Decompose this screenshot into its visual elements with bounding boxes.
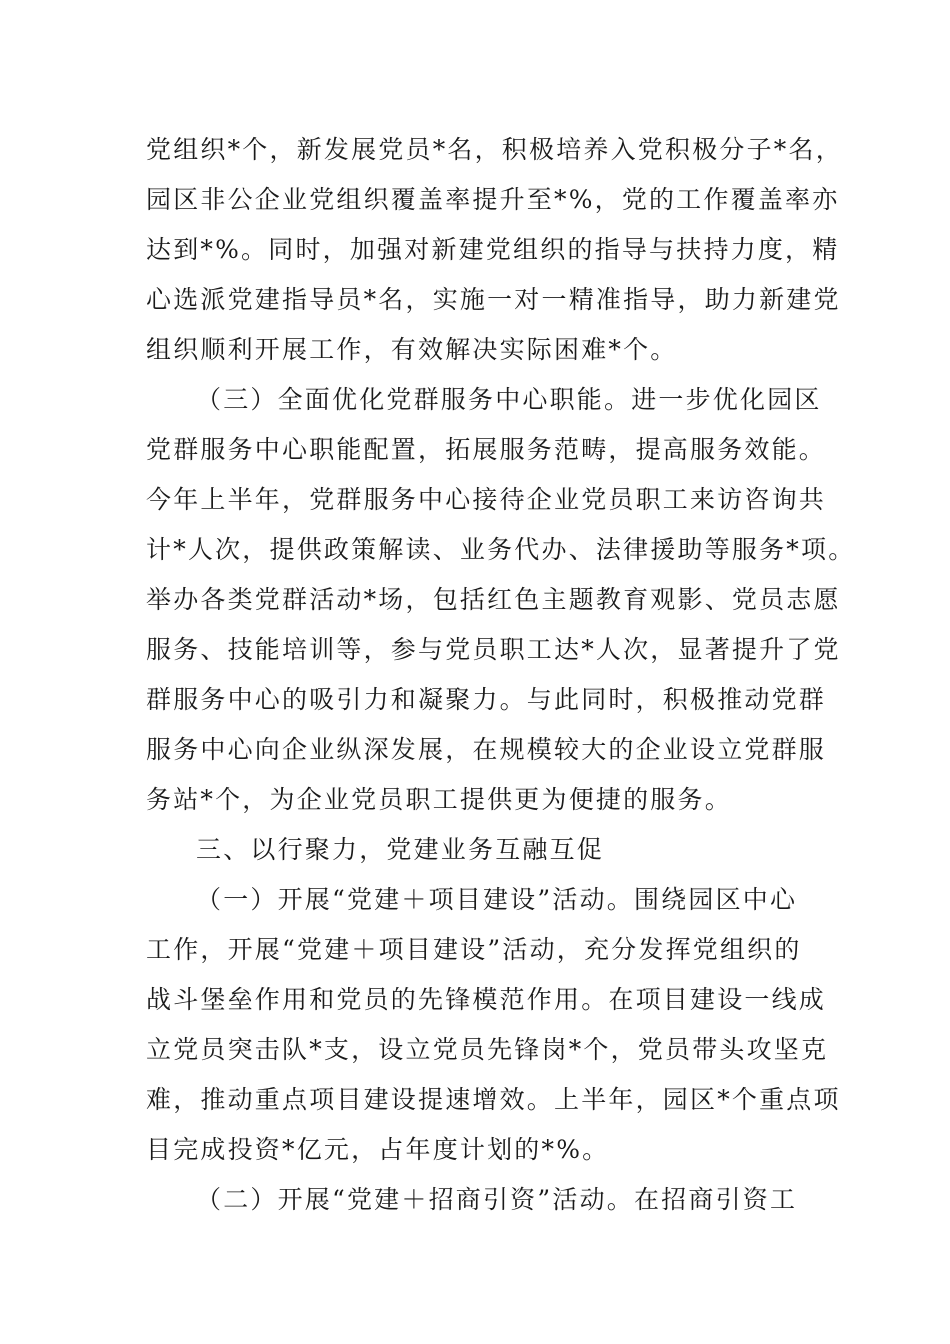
- text-line: 服务、技能培训等，参与党员职工达*人次，显著提升了党: [146, 635, 841, 664]
- text-line: 立党员突击队*支，设立党员先锋岗*个，党员带头攻坚克: [146, 1035, 829, 1064]
- text-line: 难，推动重点项目建设提速增效。上半年，园区*个重点项: [146, 1085, 841, 1114]
- text-line: 战斗堡垒作用和党员的先锋模范作用。在项目建设一线成: [146, 985, 827, 1014]
- section-heading: 三、以行聚力，党建业务互融互促: [196, 835, 605, 864]
- text-line: 目完成投资*亿元，占年度计划的*%。: [146, 1135, 610, 1164]
- text-line: 工作，开展“党建＋项目建设”活动，充分发挥党组织的: [146, 935, 802, 964]
- text-line: 今年上半年，党群服务中心接待企业党员职工来访咨询共: [146, 485, 827, 514]
- text-line: 计*人次，提供政策解读、业务代办、法律援助等服务*项。: [146, 535, 856, 564]
- text-line: 组织顺利开展工作，有效解决实际困难*个。: [146, 335, 678, 364]
- paragraph-start-line: （一）开展“党建＋项目建设”活动。围绕园区中心: [196, 885, 798, 914]
- text-line: 务站*个，为企业党员职工提供更为便捷的服务。: [146, 785, 732, 814]
- text-line: 党组织*个，新发展党员*名，积极培养入党积极分子*名，: [146, 135, 843, 164]
- text-line: 园区非公企业党组织覆盖率提升至*%，党的工作覆盖率亦: [146, 185, 840, 214]
- paragraph-start-line: （二）开展“党建＋招商引资”活动。在招商引资工: [196, 1185, 798, 1214]
- text-line: 党群服务中心职能配置，拓展服务范畴，提高服务效能。: [146, 435, 827, 464]
- paragraph-start-line: （三）全面优化党群服务中心职能。进一步优化园区: [196, 385, 822, 414]
- text-line: 达到*%。同时，加强对新建党组织的指导与扶持力度，精: [146, 235, 840, 264]
- text-line: 心选派党建指导员*名，实施一对一精准指导，助力新建党: [146, 285, 841, 314]
- text-line: 服务中心向企业纵深发展，在规模较大的企业设立党群服: [146, 735, 827, 764]
- text-line: 举办各类党群活动*场，包括红色主题教育观影、党员志愿: [146, 585, 841, 614]
- text-line: 群服务中心的吸引力和凝聚力。与此同时，积极推动党群: [146, 685, 827, 714]
